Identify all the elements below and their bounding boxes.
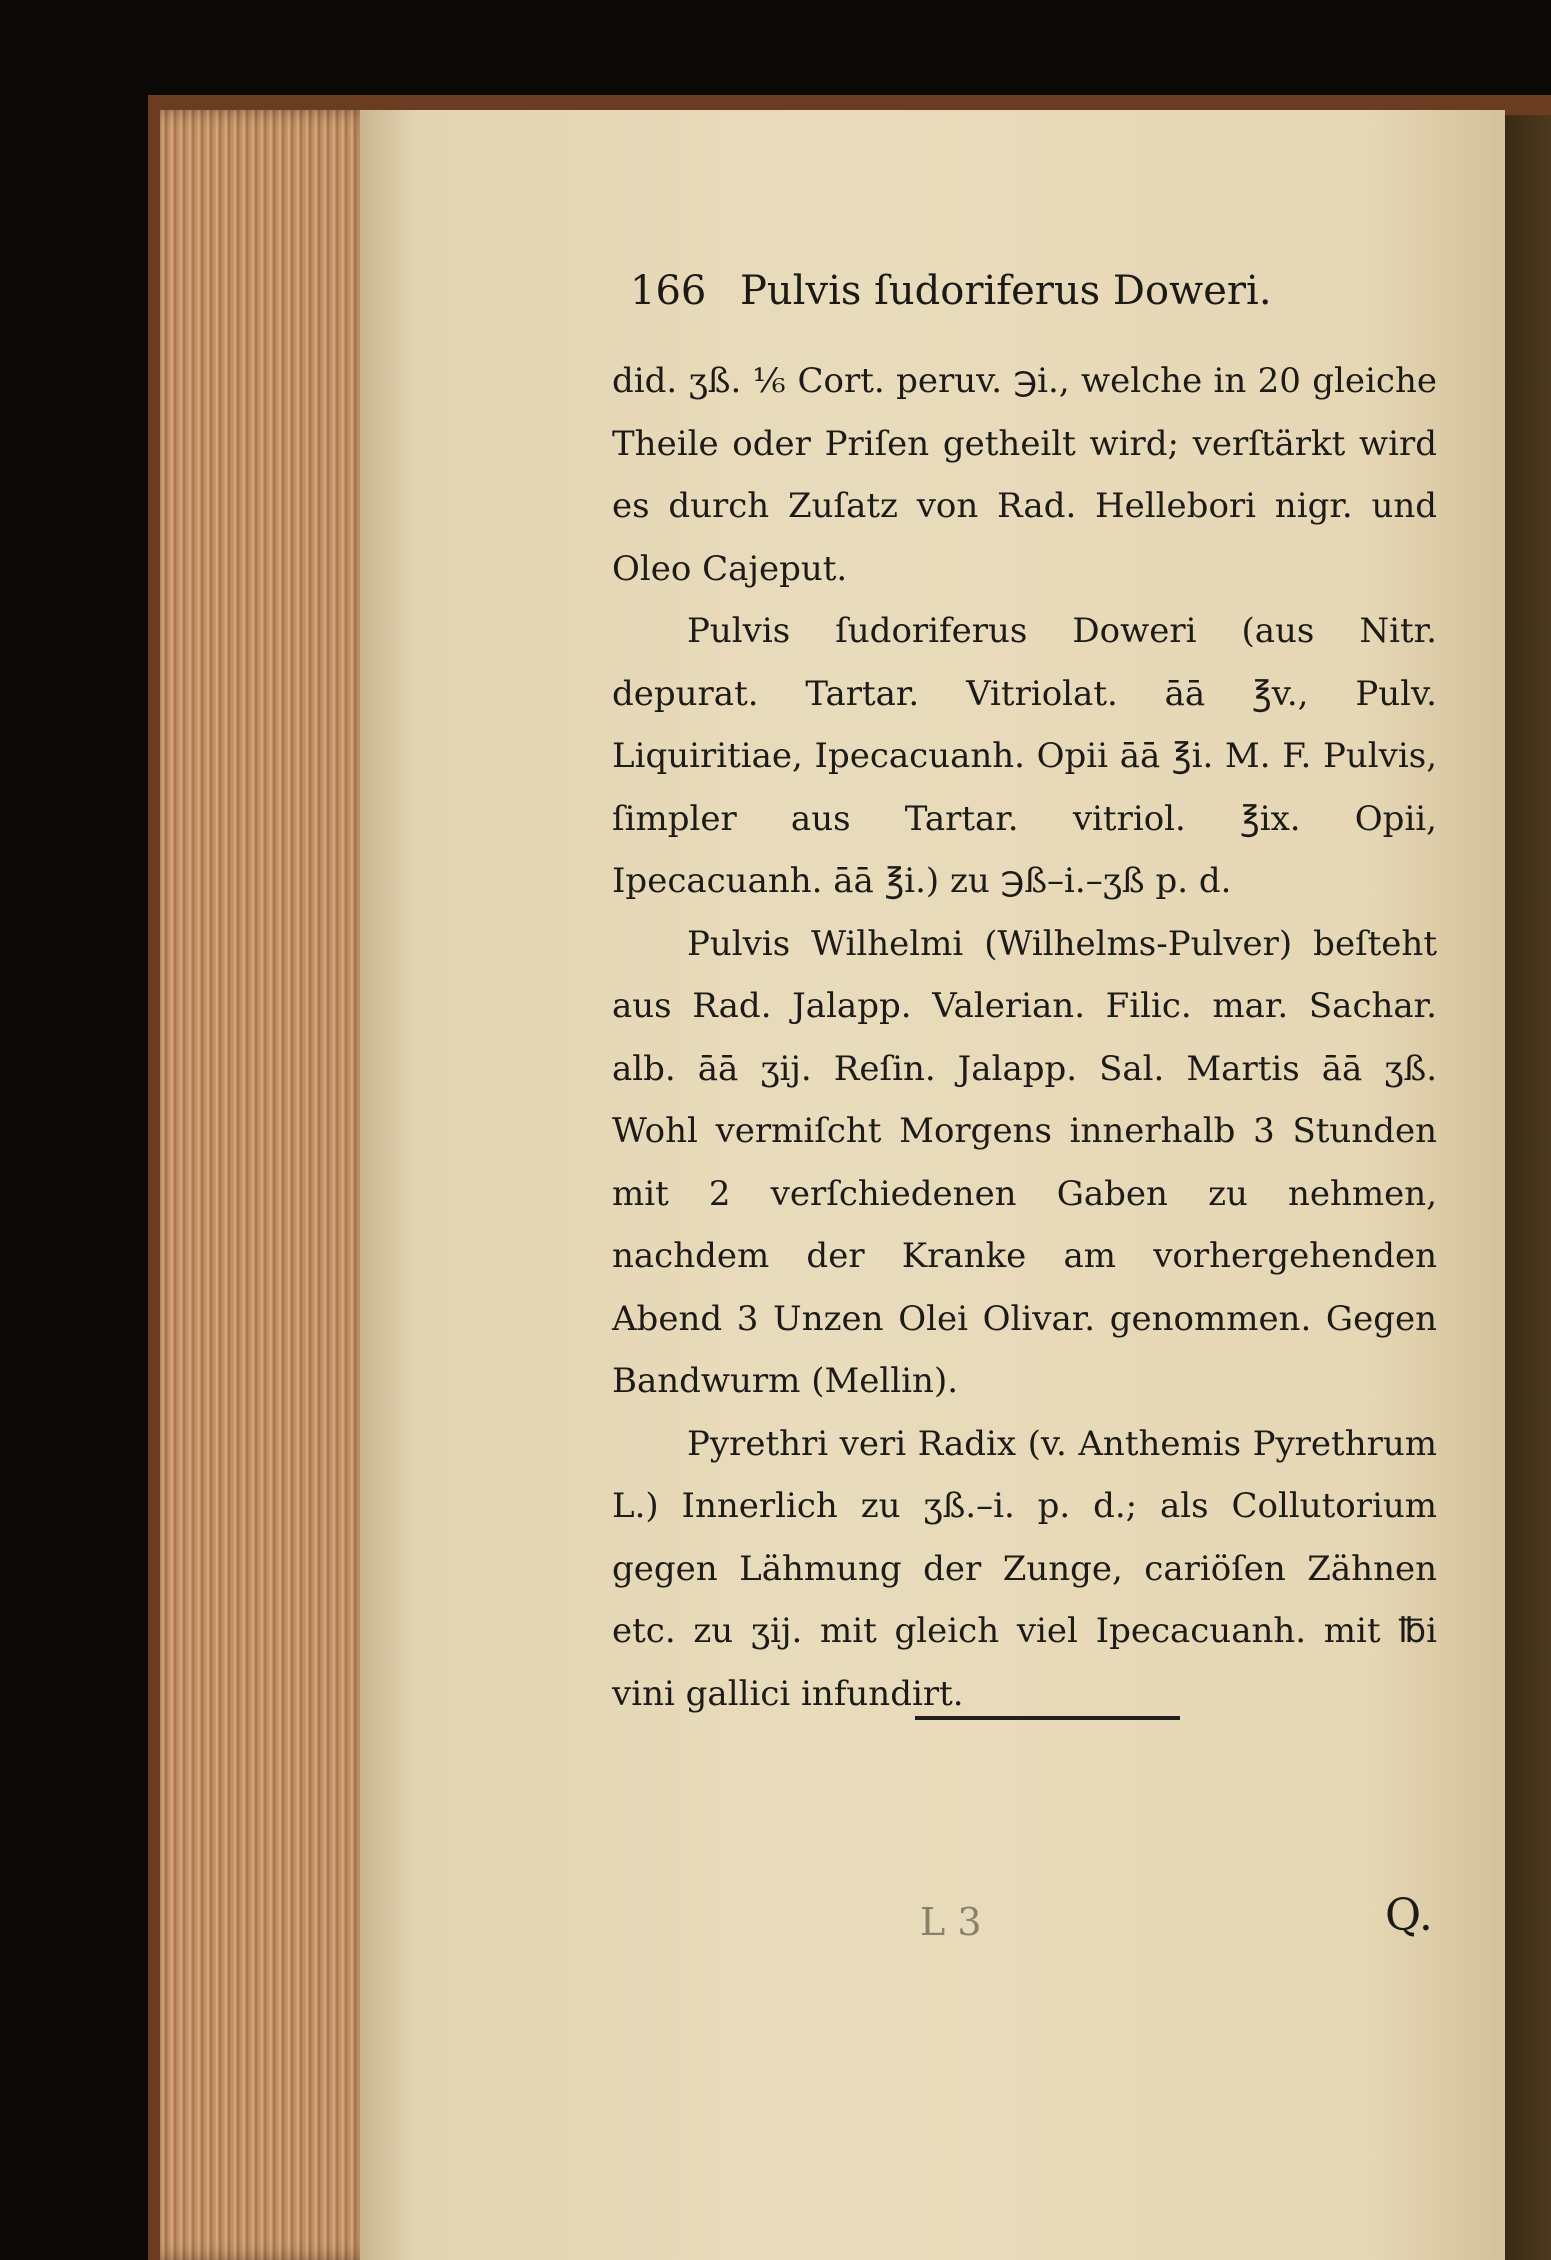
- section-rule: [915, 1716, 1180, 1720]
- running-head: [630, 268, 1510, 328]
- facing-page-edge: [1505, 115, 1551, 2260]
- paragraph-wilhelmi: Pulvis Wilhelmi (Wilhelms-Pulver) beſteht aus Rad. Jalapp. Valerian. Filic. mar. Sachar. alb. āā ʒij. Reſin. Jalapp. Sal. Martis āā ʒß. Wohl vermiſcht Morgens innerhalb 3 Stunden mit 2 verſchiedenen Gaben zu nehmen, nachdem der Kranke am vorhergehenden Abend 3 Unzen Olei Olivar. genommen. Gegen Bandwurm (Mellin).: [612, 923, 1437, 1401]
- page-text: [612, 350, 1437, 1725]
- paragraph-pyrethri: Pyrethri veri Radix (v. Anthemis Pyrethrum L.) Innerlich zu ʒß.–i. p. d.; als Collutorium gegen Lähmung der Zunge, cariöſen Zähnen etc. zu ʒij. mit gleich viel Ipecacuanh. mit ℔i vini gallici infundirt.: [612, 1423, 1437, 1714]
- page-number: 166: [630, 268, 707, 314]
- paragraph-doweri: Pulvis ſudoriferus Doweri (aus Nitr. depurat. Tartar. Vitriolat. āā ℥v., Pulv. Liquiritiae, Ipecacuanh. Opii āā ℥i. M. F. Pulvis, ſimpler aus Tartar. vitriol. ℥ix. Opii, Ipecacuanh. āā ℥i.) zu ℈ß–i.–ʒß p. d.: [612, 611, 1437, 901]
- signature-mark: L 3: [920, 1900, 982, 1944]
- running-title: Pulvis ſudoriferus Doweri.: [740, 268, 1272, 314]
- page-edges: [160, 110, 375, 2260]
- catchword: Q.: [1385, 1890, 1433, 1941]
- paragraph-continuation: did. ʒß. ⅙ Cort. peruv. ℈i., welche in 20 gleiche Theile oder Priſen getheilt wird; verſtärkt wird es durch Zuſatz von Rad. Hellebori nigr. und Oleo Cajeput.: [612, 361, 1437, 589]
